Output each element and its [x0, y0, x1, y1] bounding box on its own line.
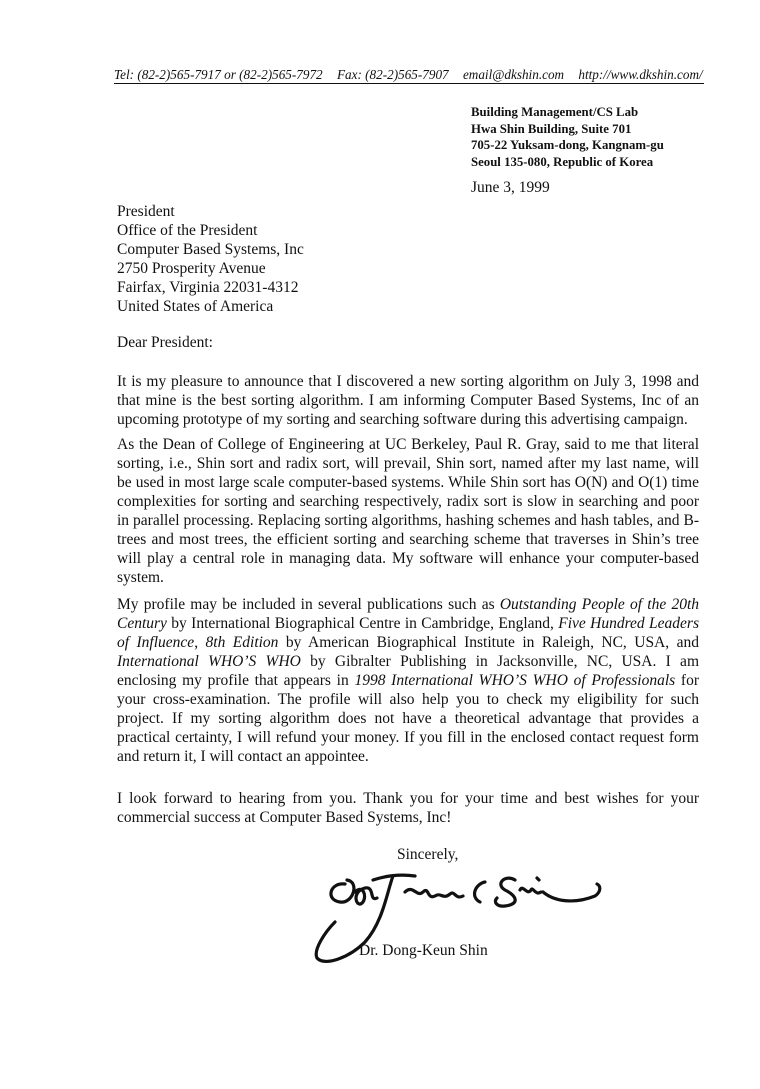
- publication-title: 1998 International WHO’S WHO of Professionals: [354, 672, 676, 689]
- text: by Gibralter Publishing in Jacksonville, NC, USA. I am enclosing my profile that appears in: [117, 653, 699, 689]
- recipient-line: Fairfax, Virginia 22031-4312: [117, 279, 299, 296]
- letter-date: June 3, 1999: [471, 179, 550, 196]
- text: by International Biographical Centre in Cambridge, England,: [166, 615, 559, 632]
- salutation: Dear President:: [117, 334, 213, 351]
- body-paragraph-1: It is my pleasure to announce that I discovered a new sorting algorithm on July 3, 1998 and that mine is the best sorting algorithm. I am informing Computer Based Systems, Inc of an upcoming prototype of my sorting and searching software during this advertising campaign.: [117, 373, 699, 428]
- fax-number: Fax: (82-2)565-7907: [336, 67, 449, 82]
- recipient-line: Office of the President: [117, 222, 258, 239]
- signer-name: Dr. Dong-Keun Shin: [359, 942, 488, 959]
- recipient-address: [117, 202, 304, 316]
- sender-address-line: Seoul 135-080, Republic of Korea: [471, 154, 654, 169]
- publication-title: Five Hundred Leaders of Influence: [117, 615, 699, 651]
- sender-address: [471, 104, 664, 170]
- body-paragraph-3: [117, 595, 699, 766]
- recipient-line: 2750 Prosperity Avenue: [117, 260, 266, 277]
- contact-line: [114, 66, 704, 84]
- sender-address-line: 705-22 Yuksam-dong, Kangnam-gu: [471, 138, 664, 152]
- publication-title: Outstanding People of the 20th Century: [117, 596, 699, 632]
- publication-edition: 8th Edition: [205, 634, 279, 651]
- website-url: http://www.dkshin.com/: [578, 67, 703, 82]
- recipient-line: Computer Based Systems, Inc: [117, 241, 304, 258]
- recipient-line: United States of America: [117, 298, 274, 315]
- text: My profile may be included in several publications such as: [117, 596, 500, 613]
- recipient-line: President: [117, 203, 175, 220]
- sender-address-line: Hwa Shin Building, Suite 701: [471, 121, 632, 136]
- sender-address-line: Building Management/CS Lab: [471, 105, 639, 119]
- text: by American Biographical Institute in Raleigh, NC, USA, and: [278, 634, 699, 651]
- body-paragraph-4: I look forward to hearing from you. Thank you for your time and best wishes for your commercial success at Computer Based Systems, Inc!: [117, 790, 699, 826]
- publication-title: International WHO’S WHO: [117, 653, 301, 670]
- text: ,: [194, 634, 206, 651]
- text: for your cross-examination. The profile will also help you to check my eligibility for such project. If my sorting algorithm does not have a theoretical advantage that provides a practical certainty, I will refund your money. If you fill in the enclosed contact request form and return it, I will contact an appointee.: [117, 672, 700, 765]
- closing: Sincerely,: [397, 846, 459, 863]
- phone-numbers: Tel: (82-2)565-7917 or (82-2)565-7972: [114, 67, 323, 82]
- body-paragraph-2: As the Dean of College of Engineering at UC Berkeley, Paul R. Gray, said to me that literal sorting, i.e., Shin sort and radix sort, will prevail, Shin sort, named after my last name, will be used in most large scale computer-based systems. While Shin sort has O(N) and O(1) time complexities for sorting and searching respectively, radix sort is slow in searching and poor in parallel processing. Replacing sorting algorithms, hashing schemes and hash tables, and B-trees and most trees, the efficient sorting and searching scheme that traverses in Shin’s tree will play a central role in managing data. My software will enhance your computer-based system.: [117, 436, 699, 586]
- email-address: email@dkshin.com: [462, 67, 565, 82]
